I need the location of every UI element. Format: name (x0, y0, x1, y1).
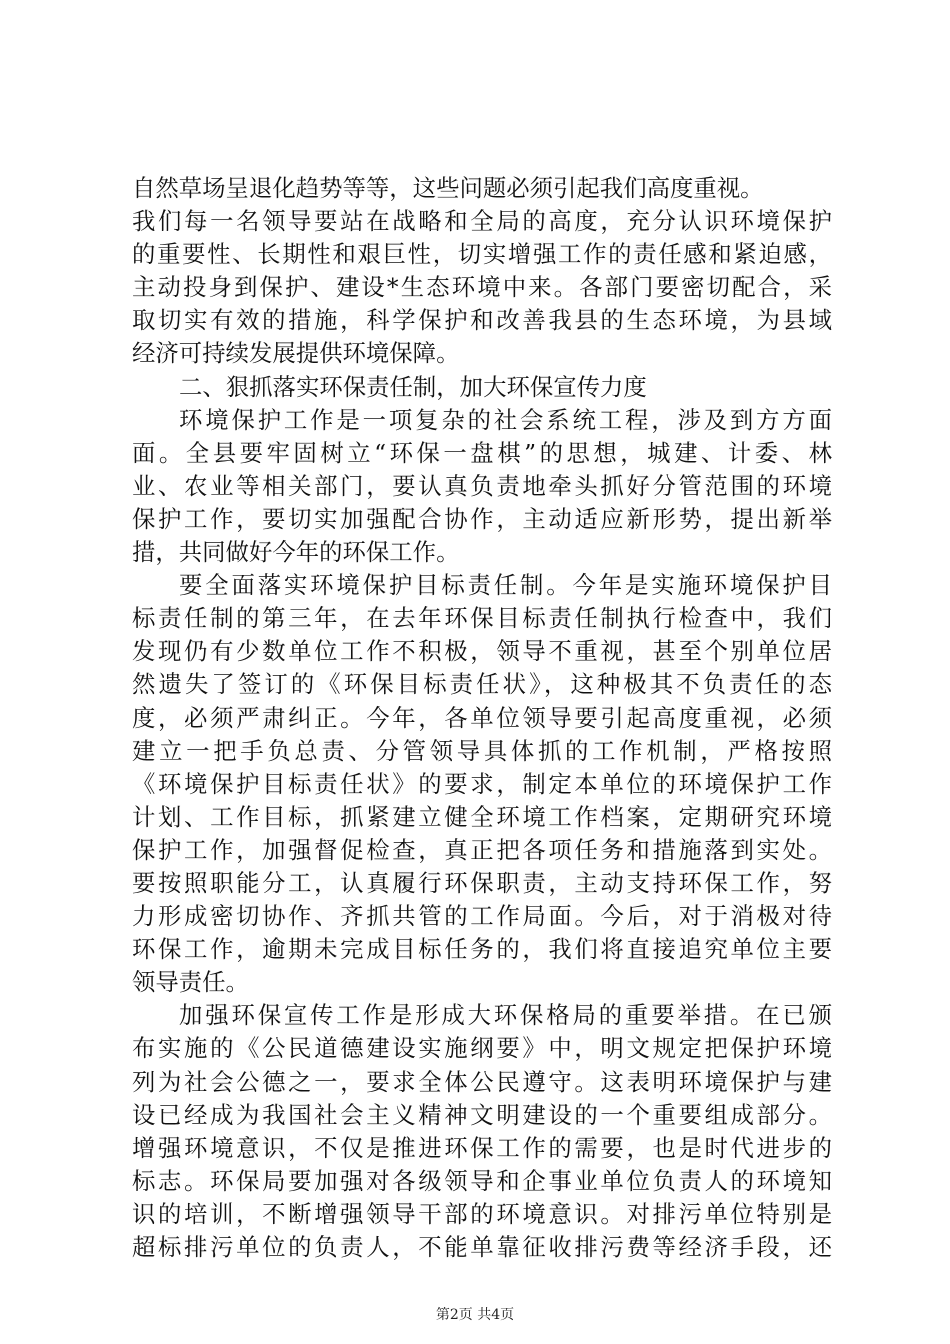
paragraph-first-line: 加强环保宣传工作是形成大环保格局的重要举措。在已颁 (179, 1001, 832, 1030)
text-line: 保护工作，要切实加强配合协作，主动适应新形势，提出新举 (132, 504, 832, 533)
text-line: 自然草场呈退化趋势等等，这些问题必须引起我们高度重视。 (132, 174, 764, 202)
text-line: 面。全县要牢固树立“环保一盘棋”的思想，城建、计委、林 (132, 438, 832, 467)
text-line: 标责任制的第三年，在去年环保目标责任制执行检查中，我们 (132, 604, 832, 633)
page-footer: 第2页 共4页 (435, 1307, 515, 1323)
text-line: 领导责任。 (132, 968, 249, 997)
document-body (132, 172, 832, 1264)
text-line: 经济可持续发展提供环境保障。 (132, 339, 460, 368)
text-line: 保护工作，加强督促检查，真正把各项任务和措施落到实处。 (132, 835, 832, 864)
paragraph-first-line: 环境保护工作是一项复杂的社会系统工程，涉及到方方面 (179, 405, 832, 434)
text-line: 主动投身到保护、建设*生态环境中来。各部门要密切配合，采 (132, 273, 832, 302)
paragraph-first-line: 二、狠抓落实环保责任制，加大环保宣传力度 (179, 372, 647, 401)
text-line: 设已经成为我国社会主义精神文明建设的一个重要组成部分。 (132, 1100, 832, 1129)
text-line: 《环境保护目标责任状》的要求，制定本单位的环境保护工作 (132, 769, 832, 798)
text-line: 业、农业等相关部门，要认真负责地牵头抓好分管范围的环境 (132, 471, 832, 500)
text-line: 超标排污单位的负责人，不能单靠征收排污费等经济手段，还 (132, 1233, 832, 1261)
text-line: 取切实有效的措施，科学保护和改善我县的生态环境，为县域 (132, 306, 832, 335)
text-line: 的重要性、长期性和艰巨性，切实增强工作的责任感和紧迫感， (132, 240, 832, 269)
text-line: 措，共同做好今年的环保工作。 (132, 538, 460, 567)
text-line: 我们每一名领导要站在战略和全局的高度，充分认识环境保护 (132, 207, 832, 236)
text-line: 力形成密切协作、齐抓共管的工作局面。今后，对于消极对待 (132, 902, 832, 931)
text-line: 环保工作，逾期未完成目标任务的，我们将直接追究单位主要 (132, 935, 832, 964)
text-line: 计划、工作目标，抓紧建立健全环境工作档案，定期研究环境 (132, 802, 832, 831)
text-line: 增强环境意识，不仅是推进环保工作的需要，也是时代进步的 (132, 1133, 832, 1162)
text-line: 布实施的《公民道德建设实施纲要》中，明文规定把保护环境 (132, 1034, 832, 1063)
text-line: 然遗失了签订的《环保目标责任状》，这种极其不负责任的态 (132, 670, 832, 699)
text-line: 建立一把手负总责、分管领导具体抓的工作机制，严格按照 (132, 736, 832, 765)
text-line: 发现仍有少数单位工作不积极，领导不重视，甚至个别单位居 (132, 637, 832, 666)
text-line: 标志。环保局要加强对各级领导和企事业单位负责人的环境知 (132, 1166, 832, 1195)
text-line: 要按照职能分工，认真履行环保职责，主动支持环保工作，努 (132, 868, 832, 897)
text-line: 识的培训，不断增强领导干部的环境意识。对排污单位特别是 (132, 1199, 832, 1228)
text-line: 度，必须严肃纠正。今年，各单位领导要引起高度重视，必须 (132, 703, 832, 732)
text-line: 列为社会公德之一，要求全体公民遵守。这表明环境保护与建 (132, 1067, 832, 1096)
paragraph-first-line: 要全面落实环境保护目标责任制。今年是实施环境保护目 (179, 571, 832, 600)
